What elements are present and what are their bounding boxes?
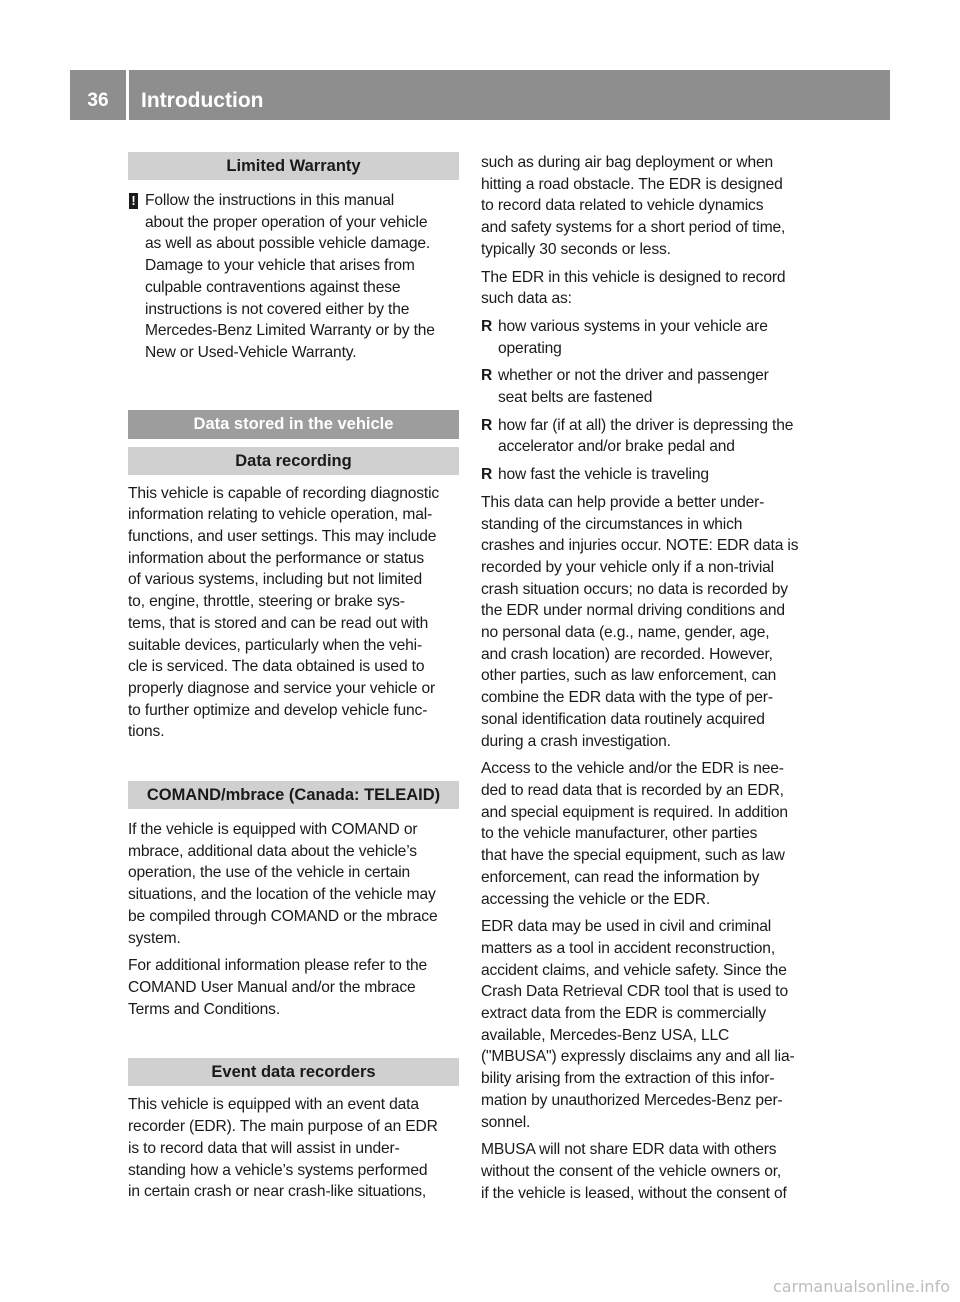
text-line: how fast the vehicle is traveling: [498, 466, 709, 484]
warning-icon: !: [129, 193, 138, 209]
text-line: to record data related to vehicle dynamics: [481, 197, 764, 215]
text-line: information about the performance or status: [128, 549, 425, 567]
watermark: carmanualsonline.info: [772, 1277, 950, 1296]
text-line: mation by unauthorized Mercedes-Benz per-: [481, 1091, 783, 1109]
text-line: to, engine, throttle, steering or brake sys-: [128, 593, 405, 611]
text-line: The EDR in this vehicle is designed to record: [481, 268, 786, 286]
text-line: information relating to vehicle operation, mal-: [128, 506, 433, 524]
text-line: Damage to your vehicle that arises from: [145, 257, 415, 275]
text-line: ded to read data that is recorded by an EDR,: [481, 781, 784, 799]
comand-paragraph-2: [128, 955, 459, 1020]
comand-paragraph-1: [128, 819, 459, 949]
text-line: hitting a road obstacle. The EDR is designed: [481, 175, 783, 193]
text-line: MBUSA will not share EDR data with others: [481, 1141, 777, 1159]
edr-paragraph-5: [481, 916, 812, 1133]
text-line: Access to the vehicle and/or the EDR is nee-: [481, 760, 784, 778]
text-line: accessing the vehicle or the EDR.: [481, 890, 711, 908]
text-line: combine the EDR data with the type of per-: [481, 689, 773, 707]
text-line: whether or not the driver and passenger: [498, 367, 769, 385]
text-line: This vehicle is equipped with an event data: [128, 1096, 419, 1114]
heading-event-data-recorders: Event data recorders: [128, 1058, 459, 1086]
bullet-item: [481, 415, 812, 458]
text-line: accelerator and/or brake pedal and: [498, 438, 735, 456]
text-line: is to record data that will assist in under-: [128, 1139, 400, 1157]
text-line: the EDR under normal driving conditions and: [481, 602, 785, 620]
text-line: standing of the circumstances in which: [481, 515, 743, 533]
text-line: how far (if at all) the driver is depressing the: [498, 416, 794, 434]
text-line: without the consent of the vehicle owners or,: [481, 1162, 782, 1180]
text-line: For additional information please refer to the: [128, 957, 428, 975]
text-line: tions.: [128, 723, 165, 741]
text-line: ("MBUSA") expressly disclaims any and all lia-: [481, 1048, 795, 1066]
text-line: operation, the use of the vehicle in certain: [128, 864, 411, 882]
bullet-icon: R: [481, 317, 493, 335]
heading-data-stored: Data stored in the vehicle: [128, 410, 459, 439]
text-line: typically 30 seconds or less.: [481, 240, 671, 258]
bullet-icon: R: [481, 466, 493, 484]
text-line: such data as:: [481, 290, 572, 308]
text-line: Terms and Conditions.: [128, 1000, 280, 1018]
edr-paragraph-2: [481, 267, 812, 310]
text-line: be compiled through COMAND or the mbrace: [128, 907, 438, 925]
text-line: and safety systems for a short period of time,: [481, 219, 786, 237]
text-line: culpable contraventions against these: [145, 278, 401, 296]
text-line: how various systems in your vehicle are: [498, 317, 768, 335]
text-line: extract data from the EDR is commercially: [481, 1005, 767, 1023]
text-line: sonnel.: [481, 1113, 531, 1131]
text-line: during a crash investigation.: [481, 732, 671, 750]
bullet-item: [481, 365, 812, 408]
text-line: of various systems, including but not limited: [128, 571, 423, 589]
text-line: recorded by your vehicle only if a non-trivial: [481, 558, 774, 576]
text-line: Crash Data Retrieval CDR tool that is used to: [481, 983, 788, 1001]
bullet-item: [481, 464, 812, 486]
text-line: If the vehicle is equipped with COMAND or: [128, 821, 418, 839]
text-line: if the vehicle is leased, without the consent of: [481, 1184, 787, 1202]
text-line: about the proper operation of your vehicle: [145, 213, 428, 231]
page-title: Introduction: [141, 89, 264, 112]
left-column: [128, 152, 459, 1203]
text-line: available, Mercedes-Benz USA, LLC: [481, 1026, 730, 1044]
text-line: seat belts are fastened: [498, 389, 653, 407]
text-line: that have the special equipment, such as law: [481, 847, 785, 865]
text-line: operating: [498, 339, 562, 357]
edr-paragraph-6: [481, 1139, 812, 1204]
heading-limited-warranty: Limited Warranty: [128, 152, 459, 180]
text-line: enforcement, can read the information by: [481, 868, 760, 886]
page-number: 36: [87, 90, 109, 111]
text-line: This data can help provide a better under-: [481, 493, 765, 511]
text-line: crashes and injuries occur. NOTE: EDR data is: [481, 537, 799, 555]
text-line: properly diagnose and service your vehicle or: [128, 679, 436, 697]
text-line: bility arising from the extraction of this infor-: [481, 1070, 775, 1088]
data-recording-paragraph: [128, 483, 459, 743]
text-line: functions, and user settings. This may include: [128, 528, 437, 546]
text-line: system.: [128, 929, 181, 947]
text-line: tems, that is stored and can be read out with: [128, 614, 429, 632]
text-line: accident claims, and vehicle safety. Since the: [481, 961, 787, 979]
text-line: and special equipment is required. In addition: [481, 803, 788, 821]
text-line: This vehicle is capable of recording diagnostic: [128, 484, 440, 502]
text-line: cle is serviced. The data obtained is used to: [128, 658, 425, 676]
text-line: COMAND User Manual and/or the mbrace: [128, 978, 416, 996]
heading-data-recording: Data recording: [128, 447, 459, 475]
text-line: and crash location) are recorded. However,: [481, 645, 773, 663]
text-line: EDR data may be used in civil and criminal: [481, 918, 772, 936]
bullet-item: [481, 316, 812, 359]
text-line: Follow the instructions in this manual: [145, 192, 395, 209]
text-line: to further optimize and develop vehicle func-: [128, 701, 428, 719]
text-line: as well as about possible vehicle damage.: [145, 235, 431, 253]
heading-comand-mbrace: COMAND/mbrace (Canada: TELEAID): [128, 781, 459, 809]
text-line: Mercedes-Benz Limited Warranty or by the: [145, 322, 435, 340]
edr-paragraph-3: [481, 492, 812, 752]
text-line: sonal identification data routinely acquired: [481, 710, 765, 728]
text-line: no personal data (e.g., name, gender, age,: [481, 624, 770, 642]
text-line: suitable devices, particularly when the vehi-: [128, 636, 423, 654]
text-line: matters as a tool in accident reconstruction,: [481, 939, 776, 957]
text-line: to the vehicle manufacturer, other parties: [481, 825, 758, 843]
text-line: situations, and the location of the vehicle may: [128, 886, 436, 904]
text-line: mbrace, additional data about the vehicle’s: [128, 842, 417, 860]
text-line: recorder (EDR). The main purpose of an EDR: [128, 1118, 438, 1136]
text-line: in certain crash or near crash-like situations,: [128, 1183, 427, 1201]
text-line: such as during air bag deployment or when: [481, 154, 774, 171]
header-divider: [126, 70, 129, 120]
bullet-icon: R: [481, 367, 493, 385]
text-line: standing how a vehicle’s systems performed: [128, 1161, 428, 1179]
event-paragraph: [128, 1094, 459, 1203]
text-line: crash situation occurs; no data is recorded by: [481, 580, 788, 598]
edr-paragraph-4: [481, 758, 812, 910]
right-column: [481, 152, 812, 1204]
text-line: other parties, such as law enforcement, can: [481, 667, 777, 685]
text-line: New or Used-Vehicle Warranty.: [145, 343, 357, 361]
edr-paragraph-1: [481, 152, 812, 261]
warning-paragraph: [128, 190, 459, 364]
bullet-icon: R: [481, 416, 493, 434]
text-line: instructions is not covered either by the: [145, 300, 410, 318]
